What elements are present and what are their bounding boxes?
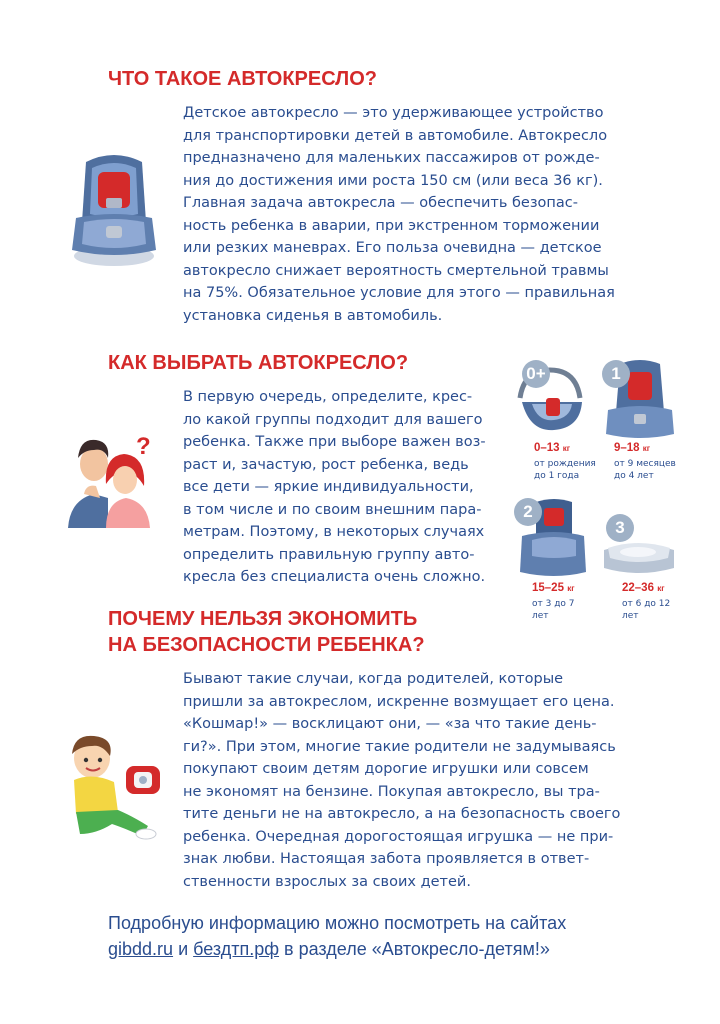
group-age: от рождения до 1 года xyxy=(534,459,596,481)
group-age: от 6 до 12 лет xyxy=(622,599,671,621)
group-badge: 3 xyxy=(606,514,634,542)
section2-line: В первую очередь, определите, крес- xyxy=(183,389,473,405)
section2-heading: КАК ВЫБРАТЬ АВТОКРЕСЛО? xyxy=(108,352,409,374)
seat-group-1 xyxy=(600,358,680,481)
group-weight: 9–18 кг xyxy=(614,442,651,454)
section3-line: знак любви. Настоящая забота проявляется в ответ- xyxy=(183,851,590,867)
section2-text xyxy=(183,386,486,589)
group-badge: 2 xyxy=(514,498,542,526)
section3-line: не экономят на бензине. Покупая автокресло, вы тра- xyxy=(183,783,600,800)
group-age: от 3 до 7 лет xyxy=(532,599,575,621)
group-badge: 1 xyxy=(602,360,630,388)
section1-line: ность ребенка в аварии, при экстренном торможении xyxy=(183,217,600,234)
group-weight: 22–36 кг xyxy=(622,582,665,594)
section1-line: для транспортировки детей в автомобиле. Автокресло xyxy=(183,127,608,144)
section2-line: все дети — яркие индивидуальности, xyxy=(183,479,474,495)
section2-line: ребенка. Также при выборе важен воз- xyxy=(183,434,486,450)
section3-heading: ПОЧЕМУ НЕЛЬЗЯ ЭКОНОМИТЬ НА БЕЗОПАСНОСТИ РЕБЕНКА? xyxy=(108,608,425,656)
bezdtp-link[interactable]: бездтп.рф xyxy=(193,939,280,959)
section1-line: ния до достижения ими роста 150 см (или веса 36 кг). xyxy=(183,172,603,189)
section2-line: кресла без специалиста очень сложно. xyxy=(183,569,486,585)
car-seat-illustration xyxy=(68,152,160,268)
group-weight: 0–13 кг xyxy=(534,442,571,454)
section1-heading: ЧТО ТАКОЕ АВТОКРЕСЛО? xyxy=(108,68,377,90)
section2-line: раст и, зачастую, рост ребенка, ведь xyxy=(183,456,469,473)
svg-text:?: ? xyxy=(136,433,151,460)
section3-line: «Кошмар!» — восклицают они, — «за что такие день- xyxy=(183,716,597,732)
seat-group-3 xyxy=(598,510,680,621)
section3-line: ственности взрослых за своих детей. xyxy=(183,873,471,890)
thinking-parents-illustration xyxy=(64,428,164,528)
footer-and: и xyxy=(173,939,194,959)
section2-line: ло какой группы подходит для вашего xyxy=(183,411,483,428)
section3-line: пришли за автокреслом, искренне возмущает его цена. xyxy=(183,693,615,710)
group-age: от 9 месяцев до 4 лет xyxy=(614,459,676,481)
section3-text xyxy=(183,668,620,893)
section3-line: ребенка. Очередная дорогостоящая игрушка — не при- xyxy=(183,828,614,845)
section2-line: определить правильную группу авто- xyxy=(183,546,475,563)
footer-info xyxy=(108,910,566,962)
footer-line1: Подробную информацию можно посмотреть на сайтах xyxy=(108,913,567,933)
section3-line: тите деньги не на автокресло, а на безопасность своего xyxy=(183,806,621,822)
section1-line: на 75%. Обязательное условие для этого — правильная xyxy=(183,285,615,301)
gibdd-link[interactable]: gibdd.ru xyxy=(108,939,174,959)
section3-line: Бывают такие случаи, когда родителей, которые xyxy=(183,671,564,687)
section1-text xyxy=(183,102,615,327)
boy-with-toy-illustration xyxy=(62,730,162,842)
group-weight: 15–25 кг xyxy=(532,582,575,594)
footer-line2 xyxy=(108,936,566,962)
section1-line: или резких маневрах. Его польза очевидна — детское xyxy=(183,240,602,256)
section1-line: установка сиденья в автомобиль. xyxy=(183,307,443,324)
section3-line: ги?». При этом, многие такие родители не задумываясь xyxy=(183,738,616,755)
group-badge: 0+ xyxy=(522,360,550,388)
section3-line: покупают своим детям дорогие игрушки или совсем xyxy=(183,761,589,777)
footer-rest: в разделе «Автокресло-детям!» xyxy=(279,939,550,959)
section1-line: Главная задача автокресла — обеспечить безопас- xyxy=(183,195,578,211)
section1-line: предназначено для маленьких пассажиров от рожде- xyxy=(183,150,600,166)
seat-group-0plus xyxy=(510,358,596,481)
seat-group-2 xyxy=(510,494,590,621)
section1-line: Детское автокресло — это удерживающее устройство xyxy=(183,105,604,121)
section2-line: в том числе и по своим внешним пара- xyxy=(183,501,482,518)
section2-line: метрам. Поэтому, в некоторых случаях xyxy=(183,524,485,540)
section1-line: автокресло снижает вероятность смертельной травмы xyxy=(183,262,609,279)
